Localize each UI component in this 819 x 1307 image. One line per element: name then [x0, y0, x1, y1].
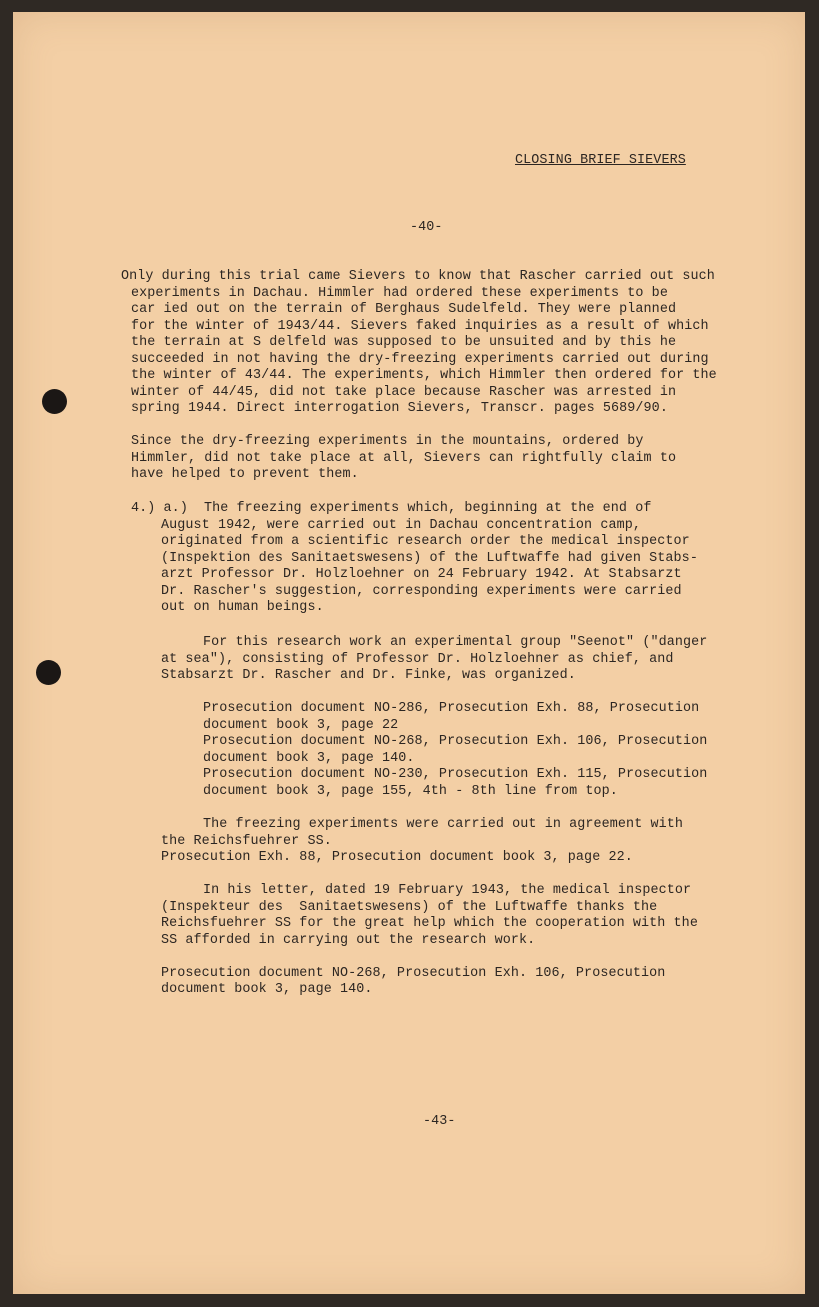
citation-line: Prosecution document NO-286, Prosecution Exh. 88, Prosecution: [203, 701, 700, 716]
citation-line: document book 3, page 22: [203, 718, 399, 733]
punch-hole-top: [42, 389, 67, 414]
text-line: arzt Professor Dr. Holzloehner on 24 February 1942. At Stabsarzt: [161, 567, 682, 582]
punch-hole-bottom: [36, 660, 61, 685]
text-line: Dr. Rascher's suggestion, corresponding experiments were carried: [161, 584, 682, 599]
text-line: (Inspekteur des Sanitaetswesens) of the Luftwaffe thanks the: [161, 900, 658, 915]
text-line: the winter of 43/44. The experiments, which Himmler then ordered for the: [131, 368, 717, 383]
citation-line: Prosecution document NO-268, Prosecution Exh. 106, Prosecution: [203, 734, 708, 749]
text-line: Reichsfuehrer SS for the great help which the cooperation with the: [161, 916, 698, 931]
text-line: car ied out on the terrain of Berghaus Sudelfeld. They were planned: [131, 302, 677, 317]
text-line: (Inspektion des Sanitaetswesens) of the Luftwaffe had given Stabs-: [161, 551, 698, 566]
text-line: have helped to prevent them.: [131, 467, 359, 482]
text-line: spring 1944. Direct interrogation Sievers, Transcr. pages 5689/90.: [131, 401, 668, 416]
text-line: document book 3, page 140.: [161, 982, 373, 997]
item-label: 4.) a.): [131, 501, 188, 516]
text-line: The freezing experiments were carried out in agreement with: [203, 817, 684, 832]
text-line: originated from a scientific research order the medical inspector: [161, 534, 690, 549]
text-line: Stabsarzt Dr. Rascher and Dr. Finke, was organized.: [161, 668, 576, 683]
text-line: Since the dry-freezing experiments in the mountains, ordered by: [131, 434, 644, 449]
text-line: August 1942, were carried out in Dachau concentration camp,: [161, 518, 642, 533]
page-number-bottom: -43-: [423, 1114, 456, 1129]
text-line: at sea"), consisting of Professor Dr. Holzloehner as chief, and: [161, 652, 674, 667]
text-line: In his letter, dated 19 February 1943, the medical inspector: [203, 883, 692, 898]
text-line: Prosecution Exh. 88, Prosecution document book 3, page 22.: [161, 850, 633, 865]
document-page: [13, 12, 805, 1294]
text-line: out on human beings.: [161, 600, 324, 615]
citation-line: document book 3, page 155, 4th - 8th line from top.: [203, 784, 618, 799]
text-line: The freezing experiments which, beginning at the end of: [204, 501, 652, 516]
text-line: For this research work an experimental group "Seenot" ("danger: [203, 635, 708, 650]
text-line: experiments in Dachau. Himmler had ordered these experiments to be: [131, 286, 668, 301]
page-number-top: -40-: [410, 220, 443, 235]
text-line: for the winter of 1943/44. Sievers faked inquiries as a result of which: [131, 319, 709, 334]
text-line: Prosecution document NO-268, Prosecution Exh. 106, Prosecution: [161, 966, 666, 981]
document-header: CLOSING BRIEF SIEVERS: [515, 153, 686, 168]
text-line: the Reichsfuehrer SS.: [161, 834, 332, 849]
text-line: Only during this trial came Sievers to know that Rascher carried out such: [121, 269, 715, 284]
citation-line: Prosecution document NO-230, Prosecution Exh. 115, Prosecution: [203, 767, 708, 782]
text-line: the terrain at S delfeld was supposed to be unsuited and by this he: [131, 335, 677, 350]
citation-line: document book 3, page 140.: [203, 751, 415, 766]
text-line: winter of 44/45, did not take place because Rascher was arrested in: [131, 385, 677, 400]
text-line: SS afforded in carrying out the research work.: [161, 933, 536, 948]
text-line: Himmler, did not take place at all, Sievers can rightfully claim to: [131, 451, 677, 466]
text-line: succeeded in not having the dry-freezing experiments carried out during: [131, 352, 709, 367]
